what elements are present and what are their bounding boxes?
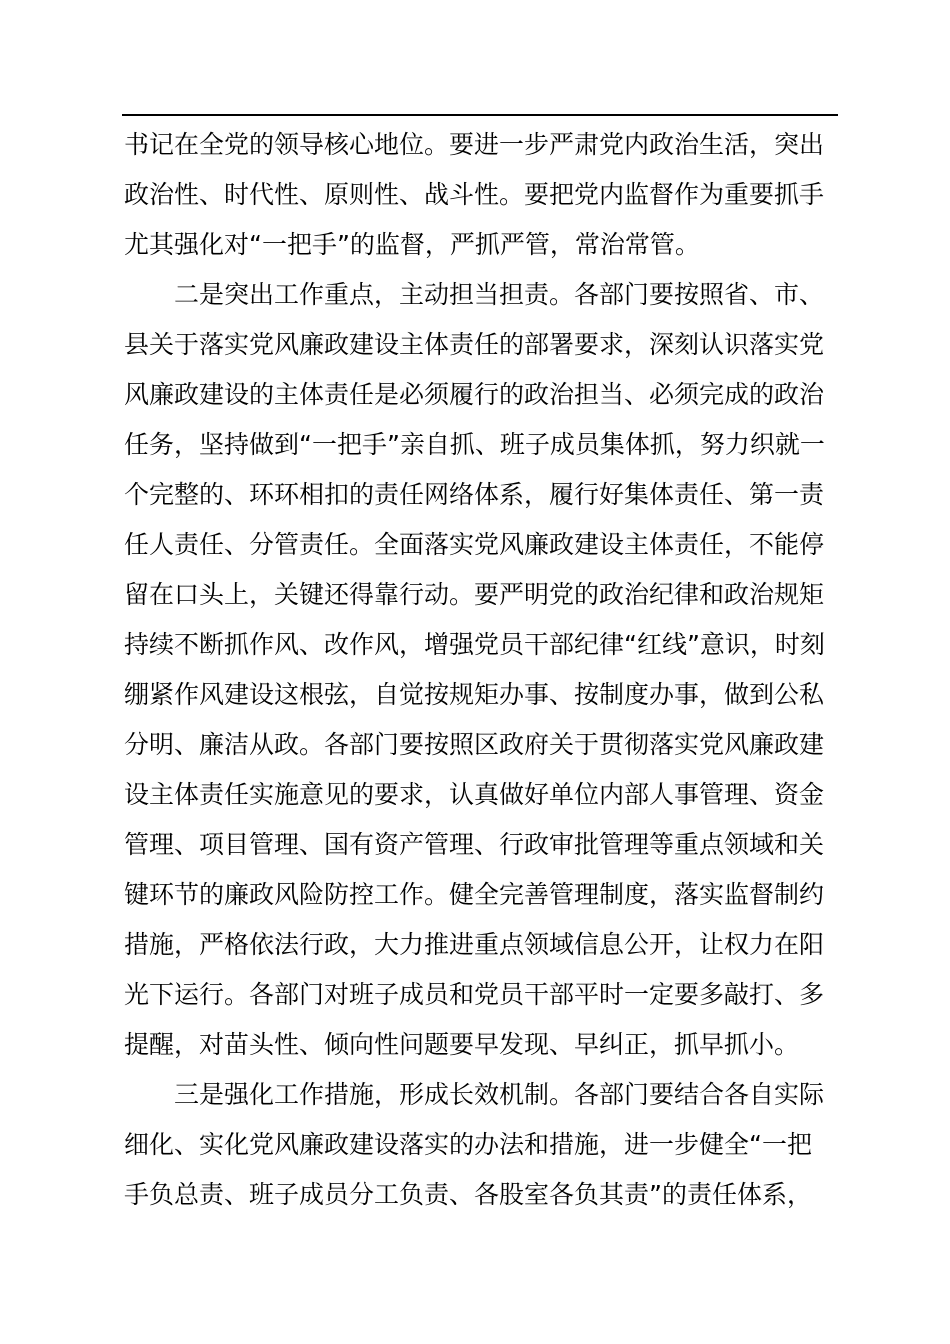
text-line: 留在口头上，关键还得靠行动。要严明党的政治纪律和政治规矩 [124,580,825,609]
text-line: 风廉政建设的主体责任是必须履行的政治担当、必须完成的政治 [124,380,825,409]
text-line: 绷紧作风建设这根弦，自觉按规矩办事、按制度办事，做到公私 [124,680,825,709]
text-line: 个完整的、环环相扣的责任网络体系，履行好集体责任、第一责 [124,480,825,509]
text-line: 县关于落实党风廉政建设主体责任的部署要求，深刻认识落实党 [124,330,825,359]
text-line: 任务，坚持做到“一把手”亲自抓、班子成员集体抓，努力织就一 [124,430,825,459]
text-line: 书记在全党的领导核心地位。要进一步严肃党内政治生活，突出 [124,130,825,159]
text-line: 政治性、时代性、原则性、战斗性。要把党内监督作为重要抓手 [124,180,825,209]
header-rule [122,114,838,116]
text-line: 措施，严格依法行政，大力推进重点领域信息公开，让权力在阳 [124,930,825,959]
text-line: 键环节的廉政风险防控工作。健全完善管理制度，落实监督制约 [124,880,825,909]
text-line: 提醒，对苗头性、倾向性问题要早发现、早纠正，抓早抓小。 [124,1030,800,1059]
text-line: 光下运行。各部门对班子成员和党员干部平时一定要多敲打、多 [124,980,825,1009]
text-line: 分明、廉洁从政。各部门要按照区政府关于贯彻落实党风廉政建 [124,730,825,759]
paragraph-first-line: 二是突出工作重点，主动担当担责。各部门要按照省、市、 [174,280,825,309]
text-line: 持续不断抓作风、改作风，增强党员干部纪律“红线”意识，时刻 [124,630,825,659]
paragraph-first-line: 三是强化工作措施，形成长效机制。各部门要结合各自实际 [174,1080,825,1109]
text-line: 设主体责任实施意见的要求，认真做好单位内部人事管理、资金 [124,780,825,809]
text-line: 尤其强化对“一把手”的监督，严抓严管，常治常管。 [124,230,700,259]
text-line: 任人责任、分管责任。全面落实党风廉政建设主体责任，不能停 [124,530,825,559]
text-line: 细化、实化党风廉政建设落实的办法和措施，进一步健全“一把 [124,1130,812,1159]
text-line: 管理、项目管理、国有资产管理、行政审批管理等重点领域和关 [124,830,825,859]
text-line: 手负总责、班子成员分工负责、各股室各负其责”的责任体系， [124,1180,812,1209]
